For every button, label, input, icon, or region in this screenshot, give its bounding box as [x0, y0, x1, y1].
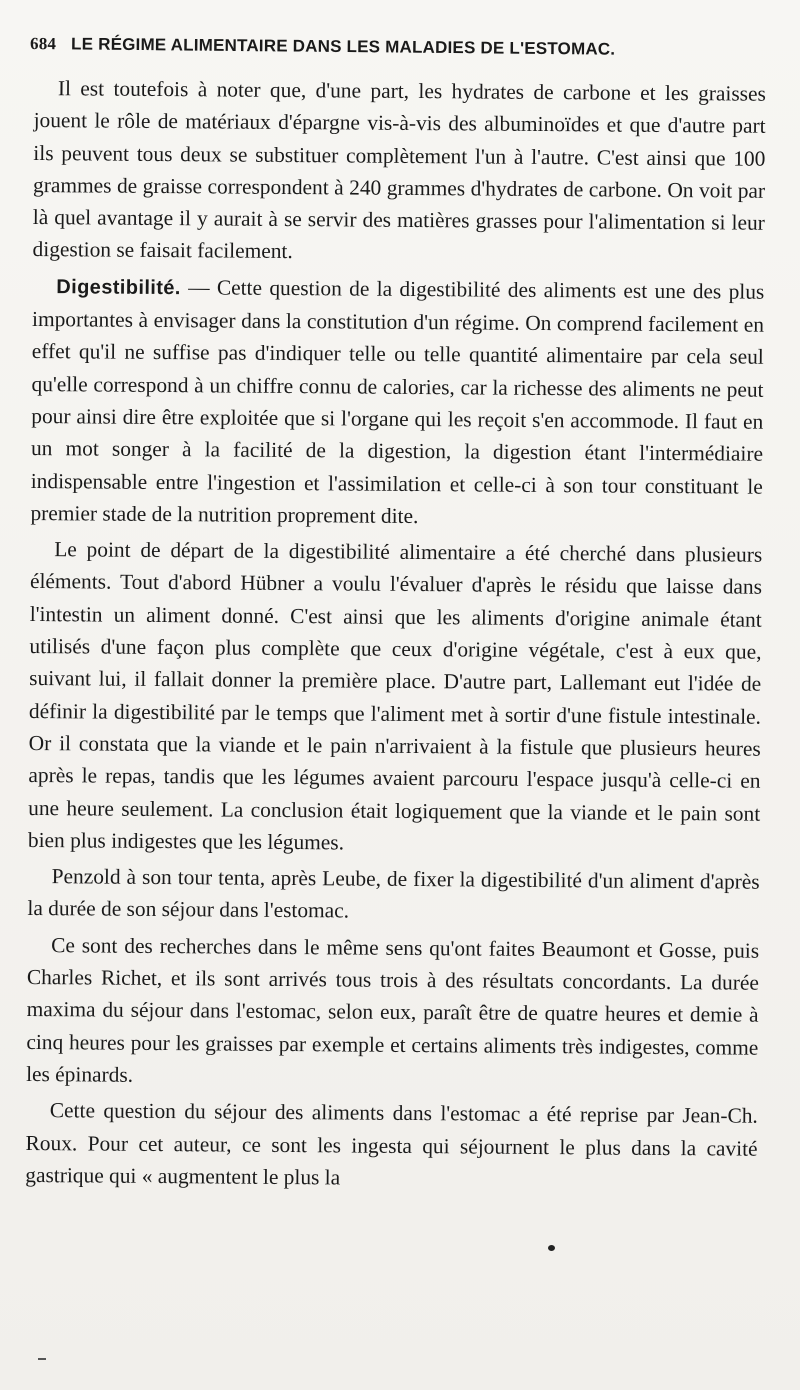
body-text [25, 72, 766, 1197]
running-title: LE RÉGIME ALIMENTAIRE DANS LES MALADIES DE L'ESTOMAC. [71, 34, 616, 59]
paragraph-6 [25, 1094, 758, 1197]
paragraph-5-text: Ce sont des recherches dans le même sens qu'ont faites Beaumont et Gosse, puis Charles Richet, et ils sont arrivés tous trois à des résultats concordants. La durée maxima du séjour dans l'estomac, selon eux, paraît être de quatre heures et demie à cinq heures pour les graisses par exemple et certains aliments très indigestes, comme les épinards. [26, 932, 760, 1087]
paragraph-3-text: Le point de départ de la digestibilité alimentaire a été cherché dans plusieurs éléments. Tout d'abord Hübner a voulu l'évaluer d'après le résidu que laisse dans l'intestin un aliment donné. C'est ainsi que les aliments d'origine animale étant utilisés d'une façon plus complète que ceux d'origine végétale, c'est à eux que, suivant lui, il fallait donner la première place. D'autre part, Lallemant eut l'idée de définir la digestibilité par le temps que l'aliment met à sortir d'une fistule intestinale. Or il constata que la viande et le pain n'arrivaient à la fistule que plusieurs heures après le repas, tandis que les légumes avaient parcouru l'espace jusqu'à celle-ci en une heure seulement. La conclusion était logiquement que la viande et le pain sont bien plus indigestes que les légumes. [27, 537, 763, 855]
paragraph-3 [28, 533, 763, 862]
paragraph-6-text: Cette question du séjour des aliments dans l'estomac a été reprise par Jean-Ch. Roux. Pour cet auteur, ce sont les ingesta qui séjournent le plus dans la cavité gastrique qui « augmentent le plus la [25, 1098, 758, 1190]
page-number: 684 [29, 34, 57, 54]
paragraph-2 [30, 270, 764, 535]
paragraph-1 [32, 72, 765, 272]
paragraph-2-text: — Cette question de la digestibilité des aliments est une des plus importantes à envisager dans la constitution d'un régime. On comprend facilement en effet qu'il ne suffise pas d'indiquer telle ou telle quantité alimentaire par cela seul qu'elle correspond à un chiffre connu de calories, car la richesse des aliments ne peut pour ainsi dire être exploitée que si l'organe qui les reçoit s'en accommode. Il faut en un mot songer à la facilité de la digestion, la digestion étant l'intermédiaire indispensable entre l'ingestion et l'assimilation et celle-ci à son tour constituant le premier stade de la nutrition proprement dite. [30, 274, 765, 528]
page-header [30, 34, 770, 71]
margin-mark [38, 1358, 46, 1360]
section-heading-digestibilite: Digestibilité. [56, 275, 181, 299]
ink-spot [548, 1245, 555, 1251]
paragraph-1-text: Il est toutefois à noter que, d'une part, les hydrates de carbone et les graisses jouent le rôle de matériaux d'épargne vis-à-vis des albuminoïdes et que d'autre part ils peuvent tous deux se substituer complètement l'un à l'autre. C'est ainsi que 100 grammes de graisse correspondent à 240 grammes d'hydrates de carbone. On voit par là quel avantage il y aurait à se servir des matières grasses pour l'alimentation si leur digestion se faisait facilement. [32, 76, 766, 264]
paragraph-5 [26, 929, 759, 1096]
paragraph-4 [27, 860, 759, 930]
paragraph-4-text: Penzold à son tour tenta, après Leube, de fixer la digestibilité d'un aliment d'après la durée de son séjour dans l'estomac. [27, 864, 760, 923]
